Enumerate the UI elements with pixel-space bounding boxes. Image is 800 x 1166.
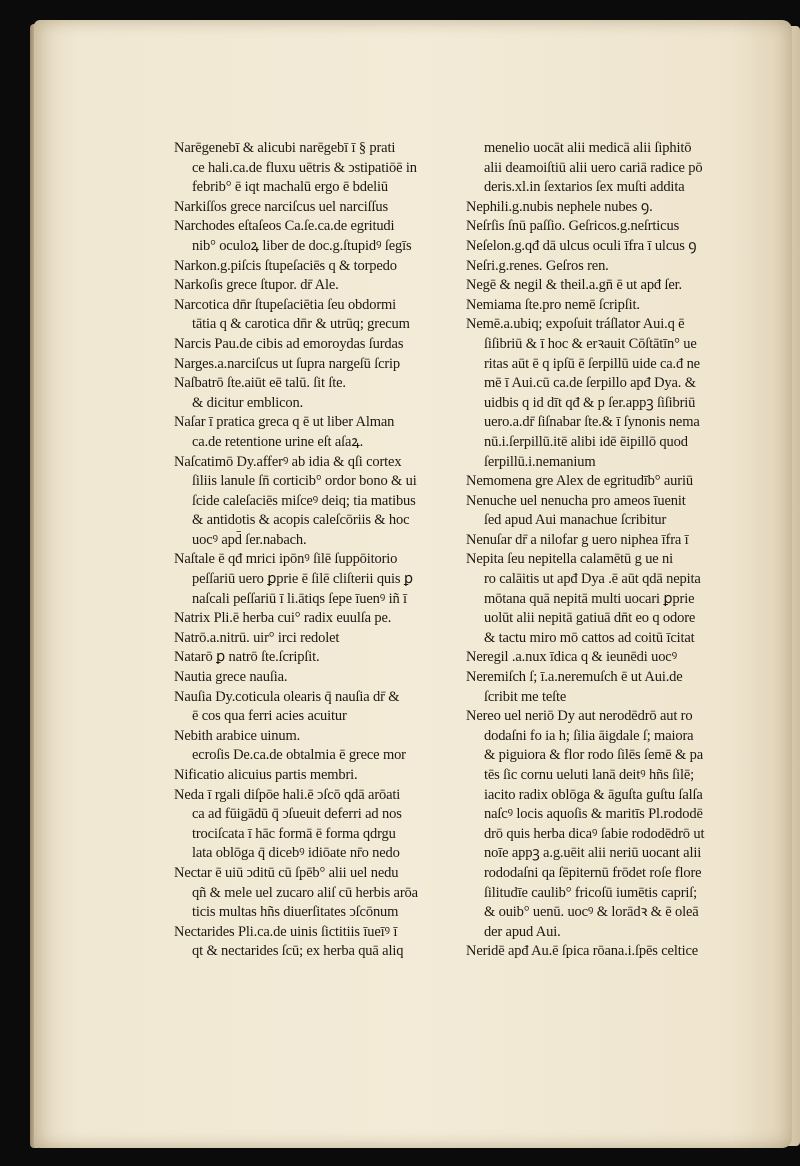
text-line: qt & nectarides ſcū; ex herba quā aliq: [192, 943, 404, 960]
text-line: & piguiora & flor rodo ſilēs ſemē & pa: [484, 747, 704, 764]
text-line: ſerpillū.i.nemanium: [484, 453, 596, 470]
text-line: rododaſni qa ſēpiternū frōdet roſe flore: [484, 864, 702, 881]
text-line: Nephili.g.nubis nephele nubes ꝯ.: [466, 198, 653, 215]
text-line: Nificatio alicuius partis membri.: [174, 767, 358, 783]
text-line: lata oblōga q̄ dicebꝰ idiōate nr̄o nedo: [192, 845, 400, 862]
text-line: Nemē.a.ubiq; expoſuit tráſlator Aui.q ē: [466, 316, 685, 333]
text-line: ē cos qua ferri acies acuitur: [192, 708, 347, 725]
text-line: peſſariū uero ꝑprie ē ſilē cliſterii quis ꝑ: [192, 571, 413, 588]
text-line: Nepita ſeu nepitella calamētū g ue ni: [466, 551, 674, 568]
text-line: ecroſis De.ca.de obtalmia ē grece mor: [192, 747, 406, 764]
left-text-column: [174, 139, 450, 962]
text-line: uero.a.dr̄ ſiſnabar ſte.& ī ſynonis nema: [484, 414, 700, 431]
text-line: Neda ī rgali diſpōe hali.ē ↄſcō qdā arōati: [174, 786, 401, 803]
text-line: tātia q & carotica dn̄r & utrūq; grecum: [192, 316, 410, 333]
text-line: ritas aūt ē q ipſū ē ſerpillū uide ca.đ ne: [484, 355, 700, 372]
text-line: Nectar ē uiū ↄditū cū ſpēb° alii uel nedu: [174, 864, 399, 881]
text-line: Narcis Pau.de cibis ad emoroydas ſurdas: [174, 335, 404, 352]
text-line: Nenuche uel nenucha pro ameos īuenit: [466, 492, 686, 509]
text-line: qñ & mele uel zucaro aliſ cū herbis arōa: [192, 884, 418, 901]
text-line: deris.xl.in ſextarios ſex muſti addita: [484, 179, 685, 196]
text-line: Neſri.g.renes. Geſros ren.: [466, 257, 609, 274]
text-line: menelio uocāt alii medicā alii ſiphitō: [484, 140, 692, 156]
text-line: Naſtale ē qđ mrici ipōnꝰ ſilē ſuppōitorio: [174, 551, 398, 568]
text-line: Nereo uel neriō Dy aut nerodēdrō aut ro: [466, 708, 693, 725]
text-line: ro calāitis ut apđ Dya .ē aūt qdā nepita: [484, 571, 701, 588]
text-line: Neſelon.g.qđ dā ulcus oculi īfra ī ulcus ꝯ: [466, 237, 697, 254]
text-line: noīe appꝫ a.g.uēit alii neriū uocant alii: [484, 845, 702, 862]
text-line: Narkiſſos grece narciſcus uel narciſſus: [174, 198, 388, 215]
text-line: iacito radix oblōga & āguſta guſtu ſalſa: [484, 786, 703, 803]
text-line: Nauſia Dy.coticula olearis q̄ nauſia dr̄ &: [174, 688, 400, 705]
text-line: nib° oculoꝝ liber de doc.g.ſtupidꝰ ſegīs: [192, 237, 412, 254]
text-line: naſcali peſſariū ī li.ātiqs ſepe īuenꝰ iñ ī: [192, 590, 407, 607]
text-line: & antidotis & acopis caleſcōriis & hoc: [192, 512, 410, 529]
right-text-column: [466, 139, 742, 962]
text-line: ſed apud Aui manachue ſcribitur: [484, 512, 667, 529]
text-line: Naſar ī pratica greca q ē ut liber Alman: [174, 414, 395, 431]
text-line: dodaſni fo ia h; ſilia āigdale ſ; maiora: [484, 727, 694, 744]
text-line: Nectarides Pli.ca.de uinis ſictitiis īueīꝰ ī: [174, 923, 398, 940]
text-line: Negē & negil & theil.a.gn̄ ē ut apđ ſer.: [466, 277, 683, 294]
text-line: Neſrſis ſnū paſſio. Geſricos.g.neſrticus: [466, 218, 680, 235]
text-line: Nemiama ſte.pro nemē ſcripſit.: [466, 296, 640, 313]
text-line: uocꝰ apd̄ ſer.nabach.: [192, 531, 307, 548]
text-line: nū.i.ſerpillū.itē alibi idē ēipillō quod: [484, 433, 688, 450]
text-line: & dicitur emblicon.: [192, 394, 304, 411]
text-line: ce hali.ca.de fluxu uētris & ↄstipatiōē in: [192, 159, 417, 176]
text-line: & ouib° uenū. uocꝰ & lorādꝛ & ē oleā: [484, 904, 699, 921]
text-line: naſcꝰ locis aquoſis & maritīs Pl.rododē: [484, 806, 703, 823]
text-line: Nebith arabice uinum.: [174, 727, 301, 744]
text-line: Nemomena gre Alex de egritudīb° auriū: [466, 473, 693, 490]
text-line: & tactu miro mō cattos ad coitū īcitat: [484, 629, 695, 646]
text-line: mōtana quā nepitā multi uocari ꝑprie: [484, 590, 695, 607]
text-line: Natrix Pli.ē herba cui° radix euulſa pe.: [174, 610, 392, 627]
text-line: ca.de retentione urine eſt aſaꝝ.: [192, 433, 364, 450]
text-line: Narcotica dn̄r ſtupeſaciētia ſeu obdormi: [174, 296, 397, 313]
text-line: ſcribit me teſte: [484, 688, 567, 705]
text-line: trociſcata ī hāc formā ē forma qdrgu: [192, 825, 396, 842]
text-line: ſiliis lanule ſn̄ corticib° ordor bono & ui: [192, 473, 417, 490]
text-line: febrib° ē iqt machalū ergo ē bdeliū: [192, 179, 388, 196]
text-line: ticis multas hñs diuerſitates ↄſcōnum: [192, 904, 399, 921]
text-line: Narkoſis grece ſtupor. dr̄ Ale.: [174, 277, 339, 294]
text-line: Nenuſar dr̄ a nilofar g uero niphea īfra ī: [466, 531, 689, 548]
text-line: alii deamoiſtiū alii uero cariā radice pō: [484, 159, 703, 176]
text-line: drō quis herba dicaꝰ ſabie rododēdrō ut: [484, 825, 705, 842]
text-line: Nautia grece nauſia.: [174, 669, 288, 686]
text-line: Natrō.a.nitrū. uir° irci redolet: [174, 629, 340, 646]
text-line: ſiſibriū & ī hoc & erꝛauit Cōſtātīn° ue: [484, 335, 697, 352]
text-line: Neregil .a.nux īdica q & ieunēdi uocꝰ: [466, 649, 677, 666]
text-line: uidbis q id dīt qđ & p ſer.appꝫ ſiſibriū: [484, 394, 696, 411]
text-line: Narkon.g.piſcis ſtupeſaciēs q & torpedo: [174, 257, 397, 274]
text-line: ca ad fūigādū q̄ ↄſueuit deferri ad nos: [192, 806, 402, 823]
text-line: ſcide caleſaciēs miſceꝰ deiq; tia matibus: [192, 492, 416, 509]
text-line: der apud Aui.: [484, 923, 561, 940]
text-line: uolūt alii nepitā gatiuā dn̄t eo q odore: [484, 610, 696, 627]
text-line: mē ī Aui.cū ca.de ſerpillo apđ Dya. &: [484, 375, 696, 392]
text-line: Natarō ꝑ natrō ſte.ſcripſit.: [174, 649, 320, 666]
text-line: Naſbatrō ſte.aiūt eē talū. ſit ſte.: [174, 375, 346, 392]
text-line: Narēgenebī & alicubi narēgebī ī § prati: [174, 140, 396, 156]
text-line: ſilitudīe caulib° fricoſū iumētis capriſ;: [484, 884, 698, 901]
text-line: Neridē apđ Au.ē ſpica rōana.i.ſpēs celtice: [466, 943, 699, 960]
text-line: Narchodes eſtaſeos Ca.ſe.ca.de egritudi: [174, 218, 395, 235]
text-line: Neremiſch ſ; ī.a.neremuſch ē ut Aui.de: [466, 669, 683, 686]
text-line: Naſcatimō Dy.afferꝰ ab idia & qſi cortex: [174, 453, 402, 470]
text-line: tēs ſic cornu ueluti lanā deitꝰ hñs ſilē;: [484, 767, 694, 783]
text-line: Narges.a.narciſcus ut ſupra nargeſū ſcrip: [174, 355, 401, 372]
